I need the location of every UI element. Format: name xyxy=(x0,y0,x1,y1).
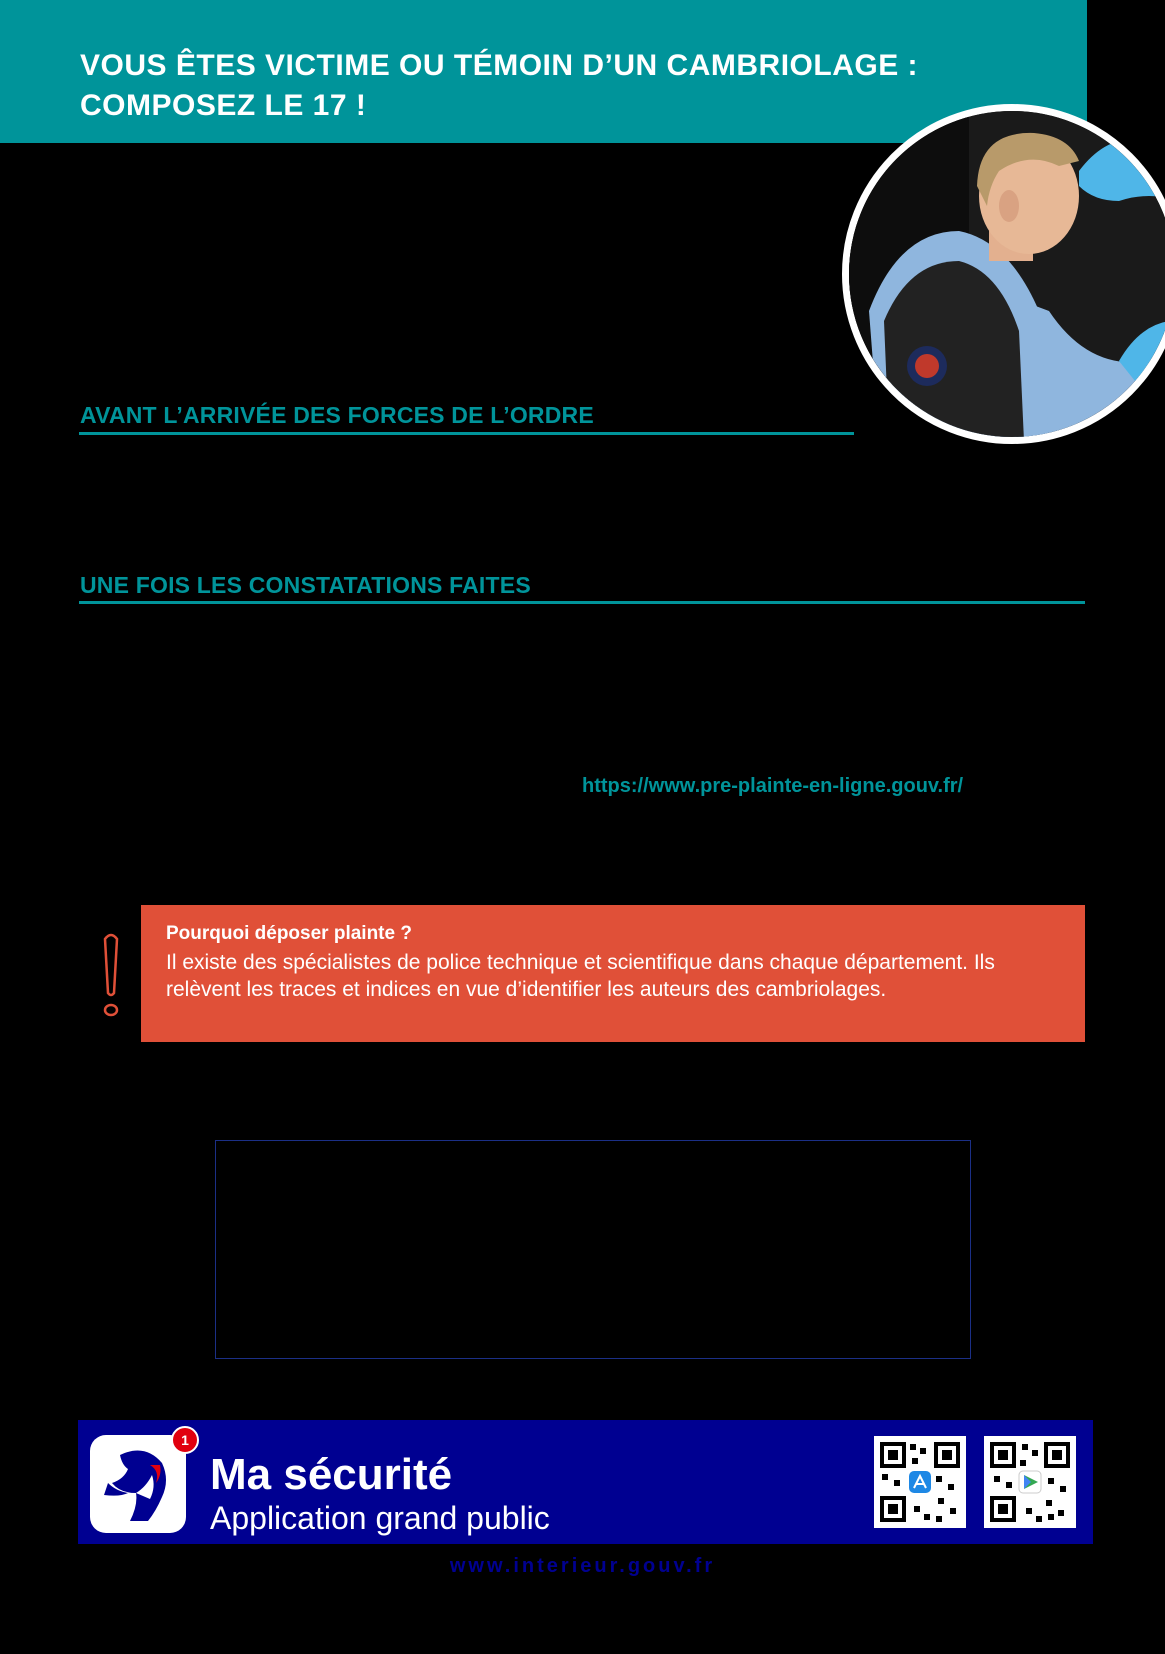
footer-website[interactable]: www.interieur.gouv.fr xyxy=(449,1555,716,1577)
page-title-line-2: COMPOSEZ LE 17 ! xyxy=(80,89,367,122)
section-divider xyxy=(79,432,854,435)
section-divider xyxy=(79,601,1085,604)
page-title-line-1: VOUS ÊTES VICTIME OU TÉMOIN D’UN CAMBRIOLAGE : xyxy=(80,49,919,82)
header-banner xyxy=(0,0,1087,143)
investigator-illustration xyxy=(849,111,1165,437)
app-tagline: Application grand public xyxy=(210,1500,550,1536)
pre-plainte-link[interactable]: https://www.pre-plainte-en-ligne.gouv.fr/ xyxy=(582,775,964,797)
why-file-complaint-callout xyxy=(141,905,1085,1042)
callout-body: Il existe des spécialistes de police technique et scientifique dans chaque département. Ils relèvent les traces et indices en vue d’identifier les auteurs des cambriolages. xyxy=(166,951,995,1001)
marianne-logo-icon xyxy=(90,1435,186,1533)
qr-code-icon xyxy=(874,1436,966,1528)
notification-badge: 1 xyxy=(171,1426,199,1454)
app-banner[interactable] xyxy=(78,1420,1093,1544)
google-play-qr-code[interactable] xyxy=(984,1436,1076,1528)
exclamation-icon xyxy=(101,933,121,1021)
callout-title: Pourquoi déposer plainte ? xyxy=(166,923,412,944)
framed-panel xyxy=(215,1140,971,1359)
section-heading-after-findings: UNE FOIS LES CONSTATATIONS FAITES xyxy=(80,572,531,598)
app-name: Ma sécurité xyxy=(210,1450,453,1499)
section-heading-before-arrival: AVANT L’ARRIVÉE DES FORCES DE L’ORDRE xyxy=(80,402,594,428)
marianne-app-icon xyxy=(90,1435,186,1533)
page-title xyxy=(80,46,1040,126)
qr-code-icon xyxy=(984,1436,1076,1528)
investigator-photo xyxy=(842,104,1165,444)
app-store-qr-code[interactable] xyxy=(874,1436,966,1528)
